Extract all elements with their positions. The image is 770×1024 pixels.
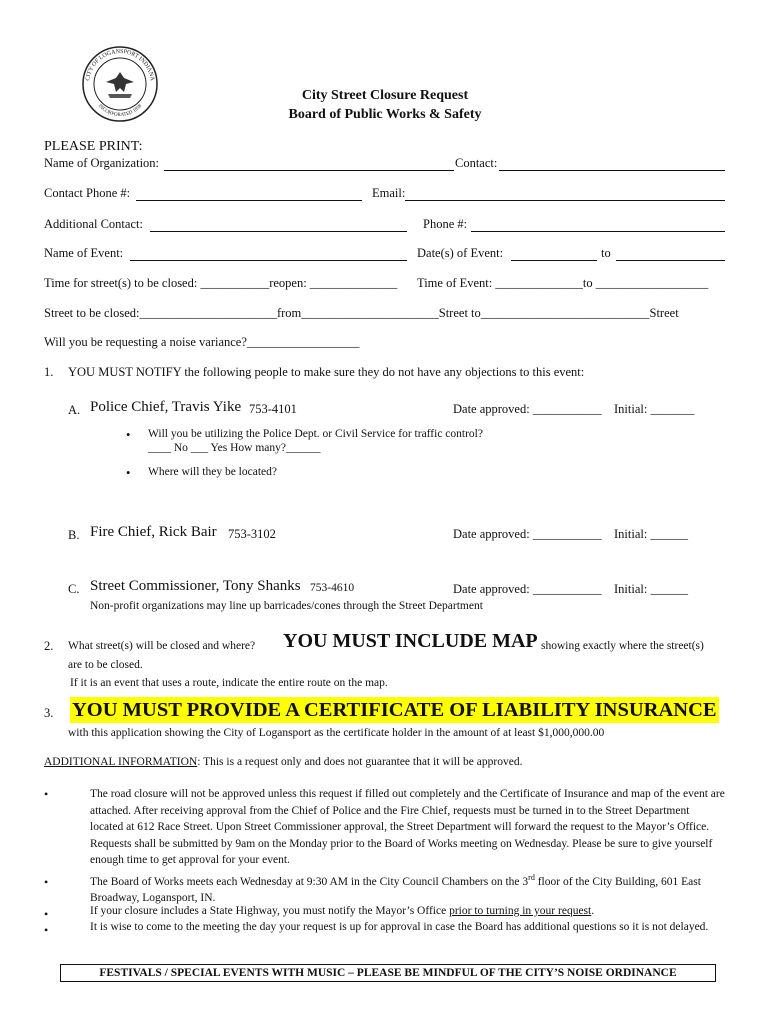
bullet-dot: • <box>44 875 49 889</box>
liability-insurance-notice: YOU MUST PROVIDE A CERTIFICATE OF LIABILITY INSURANCE <box>72 699 717 721</box>
police-date-approved[interactable]: Date approved: ___________ <box>453 402 602 416</box>
item2-lead: What street(s) will be closed and where? <box>68 640 256 652</box>
additional-info <box>44 756 522 768</box>
contact-field[interactable] <box>499 170 725 171</box>
bullet-road-closure: The road closure will not be approved unless this request if filled out completely and the Certificate of Insurance and map of the event are attached. After receiving approval from the Chief of Police and the Fire Chief, requests must be turned in to the Street Department located at 612 Race Street. Upon Street Commissioner approval, the Street Department will forward the request to the Mayor’s Office. Requests shall be submitted by 9am on the Monday prior to the Board of Works meeting on Wednesday. Please be sure to give yourself enough time to get approval for your event. <box>90 788 725 867</box>
item2-line2: are to be closed. <box>68 659 143 671</box>
dates-label: Date(s) of Event: <box>417 246 504 260</box>
bullet-dot: • <box>44 907 49 921</box>
street-commissioner-name: Street Commissioner, Tony Shanks <box>90 578 301 594</box>
bullet-state-highway: If your closure includes a State Highway, you must notify the Mayor’s Office prior to turning in your request. <box>90 905 595 917</box>
email-label: Email: <box>372 186 406 200</box>
phone-field[interactable] <box>471 231 725 232</box>
police-chief-name: Police Chief, Travis Yike <box>90 399 242 415</box>
org-field[interactable] <box>164 170 454 171</box>
event-name-field[interactable] <box>130 260 407 261</box>
contact-label: Contact: <box>455 156 498 170</box>
item2-tail: showing exactly where the street(s) <box>541 640 704 652</box>
email-field[interactable] <box>405 200 725 201</box>
bullet-dot: • <box>126 428 131 442</box>
commissioner-initial[interactable]: Initial: ______ <box>614 582 688 596</box>
fire-chief-name: Fire Chief, Rick Bair <box>90 524 217 540</box>
item2-line3: If it is an event that uses a route, indicate the entire route on the map. <box>70 677 388 689</box>
form-title: City Street Closure Request <box>301 88 469 103</box>
item1a-letter: A. <box>68 403 81 417</box>
date-start-field[interactable] <box>511 260 597 261</box>
bullet-dot: • <box>44 923 49 937</box>
street-closed-label[interactable]: Street to be closed:______________________from______________________Street to___________________________Street <box>44 306 679 320</box>
date-end-field[interactable] <box>616 260 725 261</box>
contact-phone-field[interactable] <box>136 200 362 201</box>
item2-number: 2. <box>44 639 54 653</box>
org-label: Name of Organization: <box>44 156 160 170</box>
item3-line2: with this application showing the City of Logansport as the certificate holder in the amount of at least $1,000,000.00 <box>68 727 605 739</box>
event-name-label: Name of Event: <box>44 246 124 260</box>
include-map-notice: YOU MUST INCLUDE MAP <box>283 630 538 652</box>
fire-initial[interactable]: Initial: ______ <box>614 527 688 541</box>
street-commissioner-phone: 753-4610 <box>310 582 355 594</box>
bullet-dot: • <box>126 466 131 480</box>
traffic-control-answers[interactable]: ____ No ___ Yes How many?______ <box>148 442 321 454</box>
non-profit-note: Non-profit organizations may line up barricades/cones through the Street Department <box>90 600 483 612</box>
dates-to-label: to <box>601 246 611 260</box>
additional-contact-field[interactable] <box>150 231 407 232</box>
additional-info-text: : This is a request only and does not guarantee that it will be approved. <box>197 756 523 768</box>
form-subtitle: Board of Public Works & Safety <box>288 107 482 122</box>
bullet-dot: • <box>44 787 49 801</box>
contact-phone-label: Contact Phone #: <box>44 186 131 200</box>
phone-label: Phone #: <box>423 217 468 231</box>
location-question: Where will they be located? <box>148 466 277 478</box>
police-chief-phone: 753-4101 <box>249 402 297 416</box>
additional-info-heading: ADDITIONAL INFORMATION <box>44 756 198 768</box>
svg-text:CITY OF LOGANSPORT INDIANA: CITY OF LOGANSPORT INDIANA <box>85 48 155 82</box>
bullet-come-to-meeting: It is wise to come to the meeting the day your request is up for approval in case the Board has additional questions so it is not delayed. <box>90 921 709 933</box>
noise-ordinance-footer: FESTIVALS / SPECIAL EVENTS WITH MUSIC – PLEASE BE MINDFUL OF THE CITY’S NOISE ORDINANCE <box>60 964 716 982</box>
fire-chief-phone: 753-3102 <box>228 527 276 541</box>
time-event-label[interactable]: Time of Event: ______________to __________________ <box>417 276 709 290</box>
noise-variance-label[interactable]: Will you be requesting a noise variance?__________________ <box>44 335 360 349</box>
item1b-letter: B. <box>68 528 80 542</box>
fire-date-approved[interactable]: Date approved: ___________ <box>453 527 602 541</box>
svg-text:INCORPORATED 1838: INCORPORATED 1838 <box>96 103 144 119</box>
commissioner-date-approved[interactable]: Date approved: ___________ <box>453 582 602 596</box>
item1-number: 1. <box>44 365 54 379</box>
please-print-label: PLEASE PRINT: <box>44 139 143 154</box>
item3-number: 3. <box>44 706 54 720</box>
traffic-control-question: Will you be utilizing the Police Dept. or Civil Service for traffic control? <box>148 428 483 440</box>
police-initial[interactable]: Initial: _______ <box>614 402 695 416</box>
time-closed-label[interactable]: Time for street(s) to be closed: ___________reopen: ______________ <box>44 276 398 290</box>
bullet-board-meets: The Board of Works meets each Wednesday at 9:30 AM in the City Council Chambers on the 3rd floor of the City Building, 601 East Broadway, Logansport, IN. <box>90 873 701 905</box>
item1c-letter: C. <box>68 582 80 596</box>
additional-contact-label: Additional Contact: <box>44 217 143 231</box>
item1-text: YOU MUST NOTIFY the following people to make sure they do not have any objections to this event: <box>68 365 585 379</box>
